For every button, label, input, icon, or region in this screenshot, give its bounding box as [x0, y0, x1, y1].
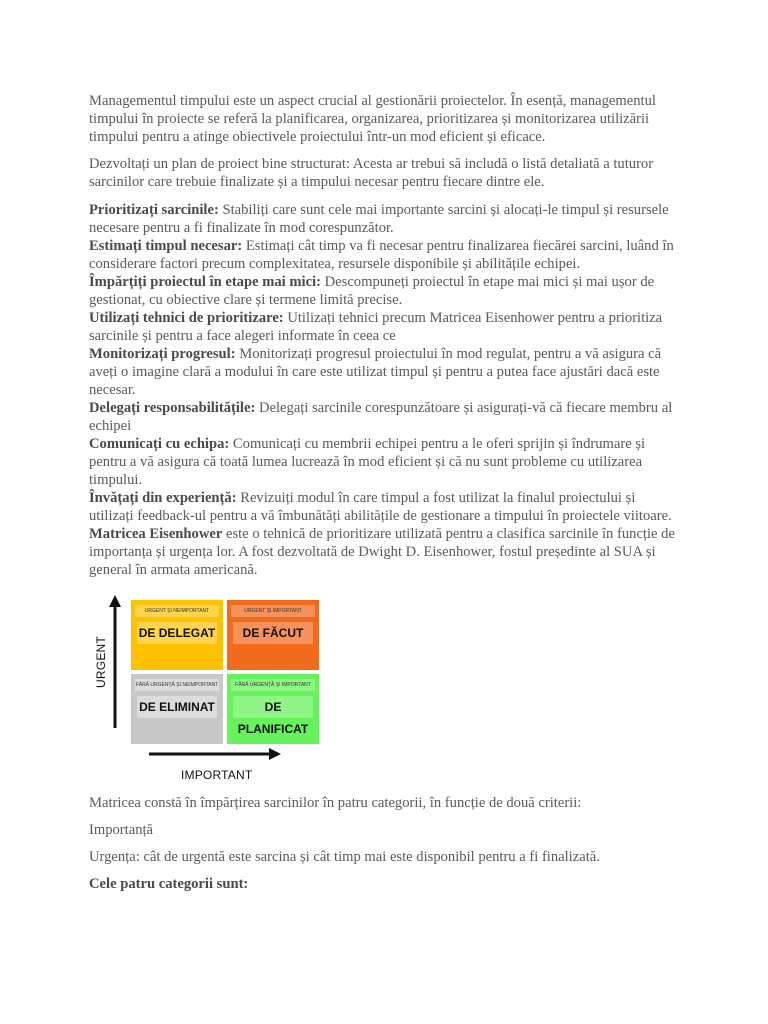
- tips-list: [89, 201, 681, 579]
- matrix-explanation: [89, 794, 681, 893]
- quadrant-do-caption: URGENT ȘI IMPORTANT: [231, 605, 315, 617]
- tip-split-stages: Împărțiți proiectul în etape mai mici: Descompuneți proiectul în etape mai mici și mai ușor de gestionat, cu obiective clare și termene limită precise.: [89, 274, 655, 308]
- quadrant-eliminate: [131, 674, 223, 744]
- eisenhower-matrix-figure: [89, 585, 681, 790]
- tip-monitor: Monitorizați progresul: Monitorizați progresul proiectului în mod regulat, pentru a vă asigura că aveți o imagine clară a modului în care este utilizat timpul și pentru a putea face ajustări dacă este necesar.: [89, 346, 662, 398]
- tip-estimate: Estimați timpul necesar: Estimați cât timp va fi necesar pentru finalizarea fiecărei sarcini, luând în considerare factori precum complexitatea, resursele disponibile și abilitățile echipei.: [89, 238, 674, 272]
- quadrant-do-title: DE FĂCUT: [233, 622, 313, 644]
- quadrant-do: [227, 600, 319, 670]
- quadrant-eliminate-caption: FĂRĂ URGENȚĂ ȘI NEIMPORTANT: [135, 679, 219, 691]
- eisenhower-definition: Matricea Eisenhower este o tehnică de prioritizare utilizată pentru a clasifica sarcinile în funcție de importanța și urgența lor. A fost dezvoltată de Dwight D. Eisenhower, fostul președinte al SUA și general în armata americană.: [89, 526, 675, 578]
- tip-prioritization-techniques: Utilizați tehnici de prioritizare: Utilizați tehnici precum Matricea Eisenhower pentru a prioritiza sarcinile și pentru a face alegeri informate în ceea ce: [89, 310, 663, 344]
- tip-learn: Învățați din experiență: Revizuiți modul în care timpul a fost utilizat la finalul proiectului și utilizați feedback-ul pentru a vă îmbunătăți abilitățile de gestionare a timpului în proiectele viitoare.: [89, 490, 672, 524]
- criteria-intro: Matricea constă în împărțirea sarcinilor în patru categorii, în funcție de două criterii:: [89, 795, 582, 811]
- matrix-diagram: [89, 585, 329, 785]
- x-axis-label: IMPORTANT: [181, 768, 253, 782]
- tip-delegate: Delegați responsabilitățile: Delegați sarcinile corespunzătoare și asigurați-vă că fiecare membru al echipei: [89, 400, 673, 434]
- criterion-urgency: Urgența: cât de urgentă este sarcina și cât timp mai este disponibil pentru a fi finalizată.: [89, 849, 600, 865]
- tip-communicate: Comunicați cu echipa: Comunicați cu membrii echipei pentru a le oferi sprijin și îndrumare și pentru a vă asigura că toată lumea lucrează în mod eficient și că nu sunt probleme cu utilizarea timpului.: [89, 436, 646, 488]
- categories-heading: Cele patru categorii sunt:: [89, 876, 249, 892]
- important-arrow-icon: [149, 747, 281, 761]
- criterion-importance: Importanță: [89, 822, 154, 838]
- intro-paragraph-1: Managementul timpului este un aspect crucial al gestionării proiectelor. În esență, managementul timpului în proiecte se referă la planificarea, organizarea, prioritizarea și monitorizarea utilizării timpului pentru a atinge obiectivele proiectului într-un mod eficient și eficace.: [89, 93, 656, 145]
- quadrant-eliminate-title: DE ELIMINAT: [137, 696, 217, 718]
- document-body: [89, 92, 681, 902]
- quadrant-plan-title: DE PLANIFICAT: [233, 696, 313, 718]
- y-axis-label: URGENT: [94, 636, 108, 688]
- quadrant-delegate-title: DE DELEGAT: [137, 622, 217, 644]
- quadrant-delegate: [131, 600, 223, 670]
- quadrant-plan: [227, 674, 319, 744]
- quadrant-plan-caption: FĂRĂ URGENȚĂ ȘI IMPORTANT: [231, 679, 315, 691]
- intro-paragraph-2: Dezvoltați un plan de proiect bine structurat: Acesta ar trebui să includă o listă detaliată a tuturor sarcinilor care trebuie finalizate și a timpului necesar pentru fiecare dintre ele.: [89, 156, 654, 190]
- quadrant-delegate-caption: URGENT ȘI NEIMPORTANT: [135, 605, 219, 617]
- tip-prioritize: Prioritizați sarcinile: Stabiliți care sunt cele mai importante sarcini și alocați-le timpul și resursele necesare pentru a fi finalizate în mod corespunzător.: [89, 202, 669, 236]
